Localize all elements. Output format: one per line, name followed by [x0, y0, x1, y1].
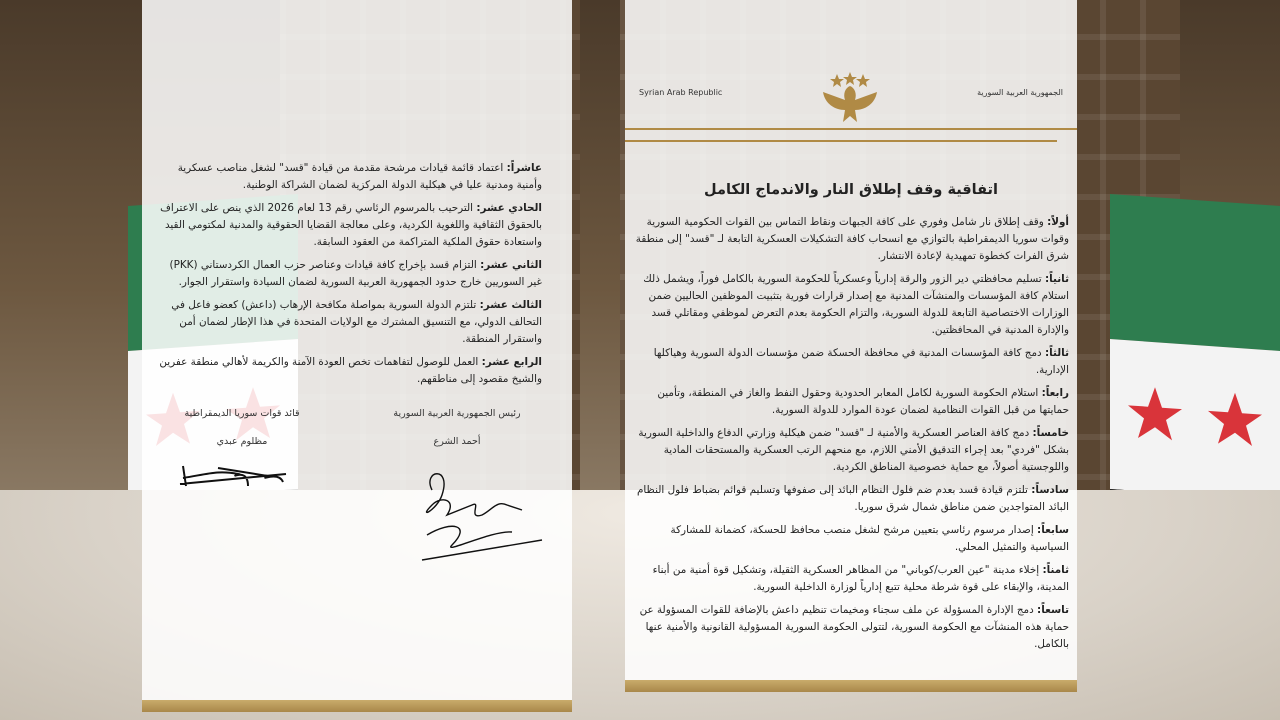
- signatory-left-name: مظلوم عبدي: [216, 436, 268, 447]
- clause-text: دمج الإدارة المسؤولة عن ملف سجناء ومخيمات تنظيم داعش بالإضافة للقوات المسؤولة عن حماية هذه المنشآت مع الحكومة السورية، لتتولى الحكومة السورية المسؤولية القانونية والأمنية عنها بالكامل.: [639, 604, 1069, 650]
- clause-label: الثالث عشر:: [479, 299, 542, 311]
- clause-text: إخلاء مدينة "عين العرب/كوباني" من المظاهر العسكرية الثقيلة، وتشكيل قوة أمنية من أبناء المدينة، والإبقاء على قوة شرطة محلية تتبع إدارياً لوزارة الداخلية السورية.: [652, 564, 1069, 593]
- clause-label: ثانياً:: [1044, 273, 1069, 285]
- clause-2: [633, 271, 1069, 339]
- clause-label: الرابع عشر:: [481, 356, 542, 368]
- clause-label: ثالثاً:: [1044, 347, 1069, 359]
- clause-label: رابعاً:: [1041, 387, 1069, 399]
- agreement-page-two: [142, 0, 572, 712]
- agreement-page-one: [625, 0, 1077, 692]
- clause-text: دمج كافة المؤسسات المدنية في محافظة الحسكة ضمن مؤسسات الدولة السورية وهياكلها الإدارية.: [653, 347, 1069, 376]
- page-one-footer-bar: [625, 680, 1077, 692]
- header-rule-top: [625, 128, 1077, 130]
- clause-text: دمج كافة العناصر العسكرية والأمنية لـ "قسد" ضمن هيكلية وزارتي الدفاع والداخلية السورية بشكل "فردي" بعد إجراء التدقيق الأمني اللازم، مع منحهم الرتب العسكرية والمستحقات المادية واللوجستية أصولاً، مع حماية خصوصية المناطق الكردية.: [638, 427, 1069, 473]
- clause-text: تلتزم قيادة قسد بعدم ضم فلول النظام البائد إلى صفوفها وتسليم قوائم بضباط فلول النظام البائد المتواجدين ضمن مناطق شمال شرق سوريا.: [636, 484, 1069, 513]
- clause-8: [633, 562, 1069, 596]
- clause-4: [633, 385, 1069, 419]
- clause-3: [633, 345, 1069, 379]
- clause-text: إصدار مرسوم رئاسي بتعيين مرشح لشغل منصب محافظ للحسكة، كضمانة للمشاركة السياسية والتمثيل المحلي.: [670, 524, 1069, 553]
- clause-text: تلتزم الدولة السورية بمواصلة مكافحة الإرهاب (داعش) كعضو فاعل في التحالف الدولي، مع التنسيق المشترك مع الولايات المتحدة في هذا الإطار لضمان أمن واستقرار المنطقة.: [171, 299, 542, 345]
- clause-10: [156, 160, 542, 194]
- signatory-right-name: أحمد الشرع: [433, 436, 481, 447]
- clause-12: [156, 257, 542, 291]
- clause-11: [156, 200, 542, 251]
- header-rule-bottom: [625, 140, 1057, 142]
- clauses-right: [633, 214, 1069, 659]
- clause-label: عاشراً:: [506, 162, 542, 174]
- clause-5: [633, 425, 1069, 476]
- signature-left-image: [178, 456, 288, 496]
- clause-6: [633, 482, 1069, 516]
- clause-label: سادساً:: [1031, 484, 1069, 496]
- clause-label: الثاني عشر:: [480, 259, 542, 271]
- clause-text: تسليم محافظتي دير الزور والرقة إدارياً وعسكرياً للحكومة السورية بالكامل فوراً، ويشمل ذلك استلام كافة المؤسسات والمنشآت المدنية مع إصدار قرارات فورية بتثبيت الموظفين الحاليين ضمن الوزارات الاختصاصية التابعة للدولة السورية، والتزام الحكومة بعدم التعرض لموظفي ومقاتلي قسد والإدارة المدنية في المحافظتين.: [643, 273, 1069, 336]
- clause-text: استلام الحكومة السورية لكامل المعابر الحدودية وحقول النفط والغاز في المنطقة، وتأمين حمايتها من قبل القوات النظامية لضمان عودة الموارد للدولة السورية.: [657, 387, 1069, 416]
- clause-text: اعتماد قائمة قيادات مرشحة مقدمة من قيادة "قسد" لشغل مناصب عسكرية وأمنية ومدنية عليا في هيكلية الدولة المركزية لضمان الشراكة الوطنية.: [177, 162, 542, 191]
- clause-1: [633, 214, 1069, 265]
- header-english-name: Syrian Arab Republic: [639, 88, 723, 97]
- eagle-emblem-icon: [815, 70, 885, 125]
- clause-label: ثامناً:: [1042, 564, 1069, 576]
- page-two-footer-bar: [142, 700, 572, 712]
- clause-text: العمل للوصول لتفاهمات تخص العودة الآمنة والكريمة لأهالي منطقة عفرين والشيخ مقصود إلى مناطقهم.: [159, 356, 542, 385]
- clause-text: التزام قسد بإخراج كافة قيادات وعناصر حزب العمال الكردستاني (PKK) غير السوريين خارج حدود الجمهورية العربية السورية لضمان السيادة واستقرار الجوار.: [169, 259, 542, 288]
- clause-text: الترحيب بالمرسوم الرئاسي رقم 13 لعام 2026 الذي ينص على الاعتراف بالحقوق الثقافية واللغوية الكردية، وعلى معالجة القضايا الحقوقية والمدنية لمكتومي القيد واستعادة حقوق الملكية المتراكمة من العقود السابقة.: [160, 202, 542, 248]
- clause-label: سابعاً:: [1037, 524, 1069, 536]
- signatory-left-title: قائد قوات سوريا الديمقراطية: [184, 408, 300, 419]
- clause-label: خامساً:: [1032, 427, 1069, 439]
- clause-label: أولاً:: [1047, 216, 1069, 228]
- signature-right-image: [412, 460, 552, 570]
- clause-label: تاسعاً:: [1037, 604, 1069, 616]
- clause-9: [633, 602, 1069, 653]
- signatory-right-title: رئيس الجمهورية العربية السورية: [393, 408, 521, 419]
- clause-7: [633, 522, 1069, 556]
- clause-13: [156, 297, 542, 348]
- clause-text: وقف إطلاق نار شامل وفوري على كافة الجبهات ونقاط التماس بين القوات الحكومية السورية وقوات سوريا الديمقراطية بالتوازي مع انسحاب كافة التشكيلات العسكرية التابعة لـ "قسد" إلى منطقة شرق الفرات كخطوة تمهيدية لإعادة الانتشار.: [635, 216, 1069, 262]
- header-arabic-name: الجمهورية العربية السورية: [977, 88, 1063, 97]
- clauses-left: [156, 160, 542, 394]
- clause-14: [156, 354, 542, 388]
- agreement-title: اتفاقية وقف إطلاق النار والاندماج الكامل: [704, 182, 998, 198]
- clause-label: الحادي عشر:: [476, 202, 542, 214]
